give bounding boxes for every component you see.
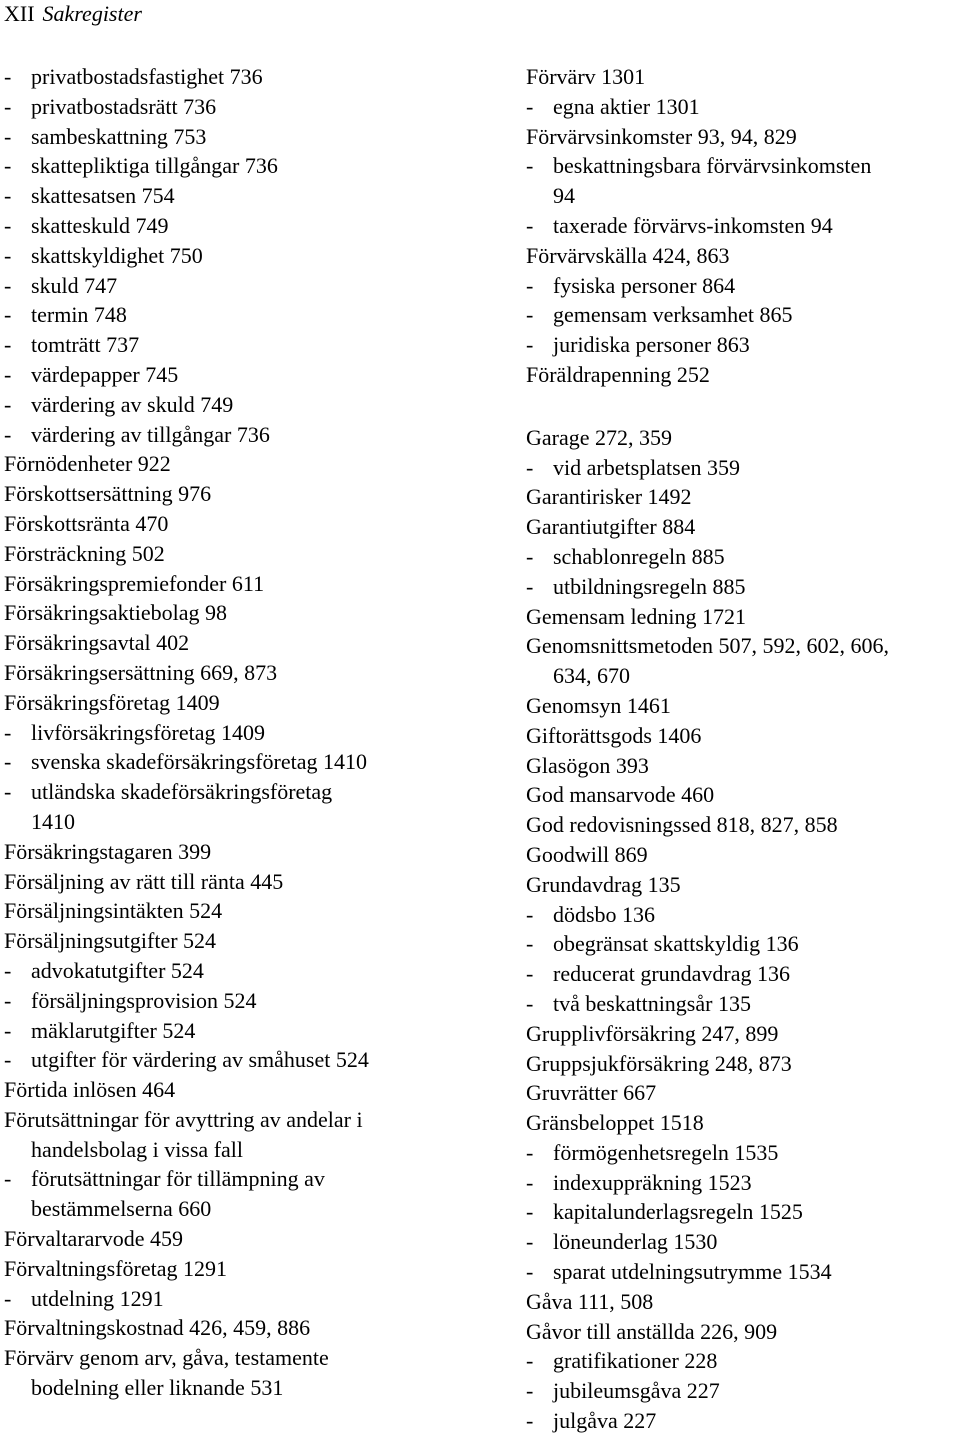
entry-text: egna aktier 1301 [553, 93, 700, 119]
index-subentry [526, 900, 960, 930]
subentry-dash: - [526, 93, 534, 119]
entry-text: jubileumsgåva 227 [553, 1378, 720, 1404]
entry-text: gemensam verksamhet 865 [553, 302, 793, 328]
entry-text: skattepliktiga tillgångar 736 [31, 153, 278, 179]
entry-text: livförsäkringsföretag 1409 [31, 719, 265, 745]
index-entry [4, 479, 474, 509]
entry-text: 634, 670 [553, 663, 630, 689]
entry-text: juridiska personer 863 [553, 332, 750, 358]
entry-text: tomträtt 737 [31, 332, 140, 358]
entry-text: Glasögon 393 [526, 752, 649, 778]
entry-text: Förvärvsinkomster 93, 94, 829 [526, 123, 797, 149]
entry-text: utgifter för värdering av småhuset 524 [31, 1047, 369, 1073]
index-subentry [526, 271, 960, 301]
entry-text: Gruvrätter 667 [526, 1080, 657, 1106]
index-subentry [4, 181, 474, 211]
index-subentry [4, 62, 474, 92]
index-entry-continuation [526, 661, 960, 691]
entry-text: vid arbetsplatsen 359 [553, 454, 740, 480]
entry-text: sparat utdelningsutrymme 1534 [553, 1259, 832, 1285]
entry-text: indexuppräkning 1523 [553, 1169, 752, 1195]
index-entry [526, 751, 960, 781]
entry-text: bestämmelserna 660 [31, 1196, 212, 1222]
entry-text: Förskottsersättning 976 [4, 481, 212, 507]
entry-text: mäklarutgifter 524 [31, 1017, 196, 1043]
index-subentry [4, 151, 474, 181]
index-entry [4, 1343, 474, 1373]
subentry-dash: - [4, 779, 12, 805]
entry-text: Gåva 111, 508 [526, 1288, 654, 1314]
entry-text: Föräldrapenning 252 [526, 361, 710, 387]
index-entry [4, 867, 474, 897]
page-header [4, 0, 142, 28]
subentry-dash: - [4, 1285, 12, 1311]
index-subentry [4, 122, 474, 152]
index-entry [4, 837, 474, 867]
index-entry [4, 509, 474, 539]
entry-text: bodelning eller liknande 531 [31, 1375, 284, 1401]
subentry-dash: - [526, 901, 534, 927]
index-subentry [526, 1168, 960, 1198]
index-subentry [526, 151, 960, 181]
entry-text: beskattningsbara förvärvsinkomsten [553, 153, 872, 179]
index-entry [4, 598, 474, 628]
entry-text: utdelning 1291 [31, 1285, 164, 1311]
subentry-dash: - [526, 990, 534, 1016]
entry-text: schablonregeln 885 [553, 543, 725, 569]
index-entry [526, 631, 960, 661]
subentry-dash: - [526, 1139, 534, 1165]
index-entry [4, 539, 474, 569]
index-subentry [4, 360, 474, 390]
subentry-dash: - [526, 1169, 534, 1195]
entry-text: förutsättningar för tillämpning av [31, 1166, 325, 1192]
entry-text: kapitalunderlagsregeln 1525 [553, 1199, 803, 1225]
subentry-dash: - [4, 212, 12, 238]
entry-text: Förnödenheter 922 [4, 451, 171, 477]
subentry-dash: - [4, 64, 12, 89]
index-entry [526, 482, 960, 512]
index-subentry [526, 929, 960, 959]
entry-text: Förvaltararvode 459 [4, 1226, 183, 1252]
index-subentry [4, 986, 474, 1016]
subentry-dash: - [526, 272, 534, 298]
subentry-dash: - [4, 1017, 12, 1043]
index-entry [4, 688, 474, 718]
entry-text: Försäkringsaktiebolag 98 [4, 600, 228, 626]
index-subentry [4, 211, 474, 241]
index-subentry [526, 1257, 960, 1287]
entry-text: Försträckning 502 [4, 540, 165, 566]
entry-text: Förutsättningar för avyttring av andelar i [4, 1106, 363, 1132]
index-entry [526, 360, 960, 390]
subentry-dash: - [4, 272, 12, 298]
subentry-dash: - [526, 543, 534, 569]
entry-text: Förskottsränta 470 [4, 510, 169, 536]
index-entry [4, 1313, 474, 1343]
subentry-dash: - [526, 1378, 534, 1404]
entry-text: sambeskattning 753 [31, 123, 207, 149]
entry-text: advokatutgifter 524 [31, 957, 204, 983]
index-subentry [4, 92, 474, 122]
index-entry [4, 449, 474, 479]
entry-text: 1410 [31, 808, 75, 834]
entry-text: privatbostadsrätt 736 [31, 93, 217, 119]
entry-text: handelsbolag i vissa fall [31, 1136, 244, 1162]
entry-text: Förvärv 1301 [526, 64, 646, 89]
entry-text: skattesatsen 754 [31, 183, 175, 209]
entry-text: Försäkringspremiefonder 611 [4, 570, 265, 596]
subentry-dash: - [526, 153, 534, 179]
page-number: XII [4, 1, 35, 26]
index-entry [526, 512, 960, 542]
entry-text: Garantirisker 1492 [526, 484, 692, 510]
index-subentry [4, 718, 474, 748]
entry-text: reducerat grundavdrag 136 [553, 961, 791, 987]
entry-text: privatbostadsfastighet 736 [31, 64, 263, 89]
subentry-dash: - [4, 153, 12, 179]
index-subentry [526, 1406, 960, 1436]
index-entry [526, 1078, 960, 1108]
index-subentry [526, 92, 960, 122]
index-subentry [4, 241, 474, 271]
entry-text: Försäljningsutgifter 524 [4, 928, 217, 954]
entry-text: Försäkringsersättning 669, 873 [4, 659, 278, 685]
entry-text: skuld 747 [31, 272, 118, 298]
index-subentry [526, 453, 960, 483]
section-gap [526, 390, 960, 423]
entry-text: två beskattningsår 135 [553, 990, 751, 1016]
subentry-dash: - [526, 1229, 534, 1255]
entry-text: Grundavdrag 135 [526, 871, 681, 897]
entry-text: förmögenhetsregeln 1535 [553, 1139, 779, 1165]
entry-text: Försäkringstagaren 399 [4, 838, 212, 864]
subentry-dash: - [4, 957, 12, 983]
subentry-dash: - [4, 302, 12, 328]
entry-text: Försäkringsavtal 402 [4, 630, 190, 656]
entry-text: obegränsat skattskyldig 136 [553, 931, 799, 957]
entry-text: skattskyldighet 750 [31, 242, 203, 268]
index-entry [526, 241, 960, 271]
subentry-dash: - [4, 391, 12, 417]
index-entry [526, 423, 960, 453]
subentry-dash: - [4, 361, 12, 387]
index-entry [526, 870, 960, 900]
entry-text: Förvärvskälla 424, 863 [526, 242, 730, 268]
index-subentry [4, 271, 474, 301]
index-entry [4, 1224, 474, 1254]
index-subentry [4, 956, 474, 986]
entry-text: löneunderlag 1530 [553, 1229, 718, 1255]
index-entry [526, 810, 960, 840]
index-entry [526, 1108, 960, 1138]
entry-text: Genomsnittsmetoden 507, 592, 602, 606, [526, 633, 889, 659]
index-subentry [4, 1284, 474, 1314]
subentry-dash: - [526, 332, 534, 358]
page-title: Sakregister [42, 1, 142, 26]
subentry-dash: - [526, 1199, 534, 1225]
index-entry [526, 780, 960, 810]
subentry-dash: - [4, 332, 12, 358]
index-entry [526, 602, 960, 632]
entry-text: Garage 272, 359 [526, 424, 673, 450]
index-subentry [4, 420, 474, 450]
subentry-dash: - [4, 1047, 12, 1073]
index-entry [526, 721, 960, 751]
subentry-dash: - [526, 454, 534, 480]
entry-text: dödsbo 136 [553, 901, 656, 927]
index-column-right [526, 62, 960, 1436]
index-subentry [4, 747, 474, 777]
entry-text: Förtida inlösen 464 [4, 1077, 176, 1103]
index-entry [4, 1254, 474, 1284]
entry-text: Förvaltningskostnad 426, 459, 886 [4, 1315, 311, 1341]
index-subentry [526, 330, 960, 360]
index-entry [526, 122, 960, 152]
entry-text: 94 [553, 183, 575, 209]
entry-text: värdering av tillgångar 736 [31, 421, 270, 447]
entry-text: taxerade förvärvs-inkomsten 94 [553, 212, 833, 238]
index-entry-continuation [4, 1135, 474, 1165]
index-entry-continuation [4, 1373, 474, 1403]
index-subentry [526, 989, 960, 1019]
entry-text: Grupplivförsäkring 247, 899 [526, 1020, 779, 1046]
index-entry [4, 1105, 474, 1135]
index-entry [526, 1287, 960, 1317]
index-entry [4, 1075, 474, 1105]
index-subentry [526, 1138, 960, 1168]
entry-text: utbildningsregeln 885 [553, 573, 746, 599]
index-entry-continuation [4, 1194, 474, 1224]
index-entry [4, 658, 474, 688]
index-subentry [4, 777, 474, 807]
index-subentry [526, 1197, 960, 1227]
subentry-dash: - [4, 1166, 12, 1192]
index-entry [4, 628, 474, 658]
index-subentry [4, 390, 474, 420]
index-entry [526, 1049, 960, 1079]
subentry-dash: - [4, 749, 12, 775]
entry-text: Giftorättsgods 1406 [526, 722, 702, 748]
subentry-dash: - [526, 212, 534, 238]
index-entry [526, 62, 960, 92]
index-subentry [526, 1376, 960, 1406]
entry-text: God mansarvode 460 [526, 782, 715, 808]
entry-text: Förvaltningsföretag 1291 [4, 1255, 228, 1281]
index-subentry [4, 300, 474, 330]
subentry-dash: - [4, 183, 12, 209]
index-subentry [526, 300, 960, 330]
subentry-dash: - [4, 719, 12, 745]
subentry-dash: - [4, 242, 12, 268]
index-subentry [4, 1164, 474, 1194]
index-subentry [526, 1346, 960, 1376]
entry-text: termin 748 [31, 302, 127, 328]
entry-text: Garantiutgifter 884 [526, 514, 696, 540]
subentry-dash: - [4, 987, 12, 1013]
subentry-dash: - [526, 1259, 534, 1285]
entry-text: Försäkringsföretag 1409 [4, 689, 220, 715]
entry-text: Genomsyn 1461 [526, 692, 671, 718]
index-subentry [4, 1016, 474, 1046]
index-column-left [4, 62, 474, 1403]
entry-text: värdering av skuld 749 [31, 391, 234, 417]
entry-text: Försäljningsintäkten 524 [4, 898, 223, 924]
index-entry-continuation [4, 807, 474, 837]
index-entry [4, 896, 474, 926]
index-entry [4, 926, 474, 956]
entry-text: Gåvor till anställda 226, 909 [526, 1318, 778, 1344]
entry-text: värdepapper 745 [31, 361, 179, 387]
subentry-dash: - [526, 1408, 534, 1434]
entry-text: skatteskuld 749 [31, 212, 169, 238]
index-subentry [526, 211, 960, 241]
subentry-dash: - [4, 123, 12, 149]
subentry-dash: - [4, 93, 12, 119]
index-entry [526, 1019, 960, 1049]
entry-text: Gränsbeloppet 1518 [526, 1110, 704, 1136]
subentry-dash: - [526, 1348, 534, 1374]
subentry-dash: - [526, 961, 534, 987]
entry-text: fysiska personer 864 [553, 272, 736, 298]
entry-text: julgåva 227 [553, 1408, 657, 1434]
subentry-dash: - [4, 421, 12, 447]
index-subentry [526, 1227, 960, 1257]
index-entry-continuation [526, 181, 960, 211]
entry-text: Goodwill 869 [526, 841, 648, 867]
index-subentry [526, 542, 960, 572]
index-subentry [4, 1045, 474, 1075]
index-entry [526, 691, 960, 721]
entry-text: God redovisningssed 818, 827, 858 [526, 812, 838, 838]
index-subentry [526, 572, 960, 602]
index-subentry [526, 959, 960, 989]
entry-text: utländska skadeförsäkringsföretag [31, 779, 333, 805]
entry-text: Gemensam ledning 1721 [526, 603, 746, 629]
index-subentry [4, 330, 474, 360]
subentry-dash: - [526, 931, 534, 957]
index-entry [526, 1317, 960, 1347]
index-entry [526, 840, 960, 870]
entry-text: gratifikationer 228 [553, 1348, 718, 1374]
index-entry [4, 569, 474, 599]
entry-text: försäljningsprovision 524 [31, 987, 257, 1013]
entry-text: Försäljning av rätt till ränta 445 [4, 868, 284, 894]
subentry-dash: - [526, 302, 534, 328]
entry-text: Gruppsjukförsäkring 248, 873 [526, 1050, 792, 1076]
entry-text: svenska skadeförsäkringsföretag 1410 [31, 749, 368, 775]
subentry-dash: - [526, 573, 534, 599]
entry-text: Förvärv genom arv, gåva, testamente [4, 1345, 329, 1371]
